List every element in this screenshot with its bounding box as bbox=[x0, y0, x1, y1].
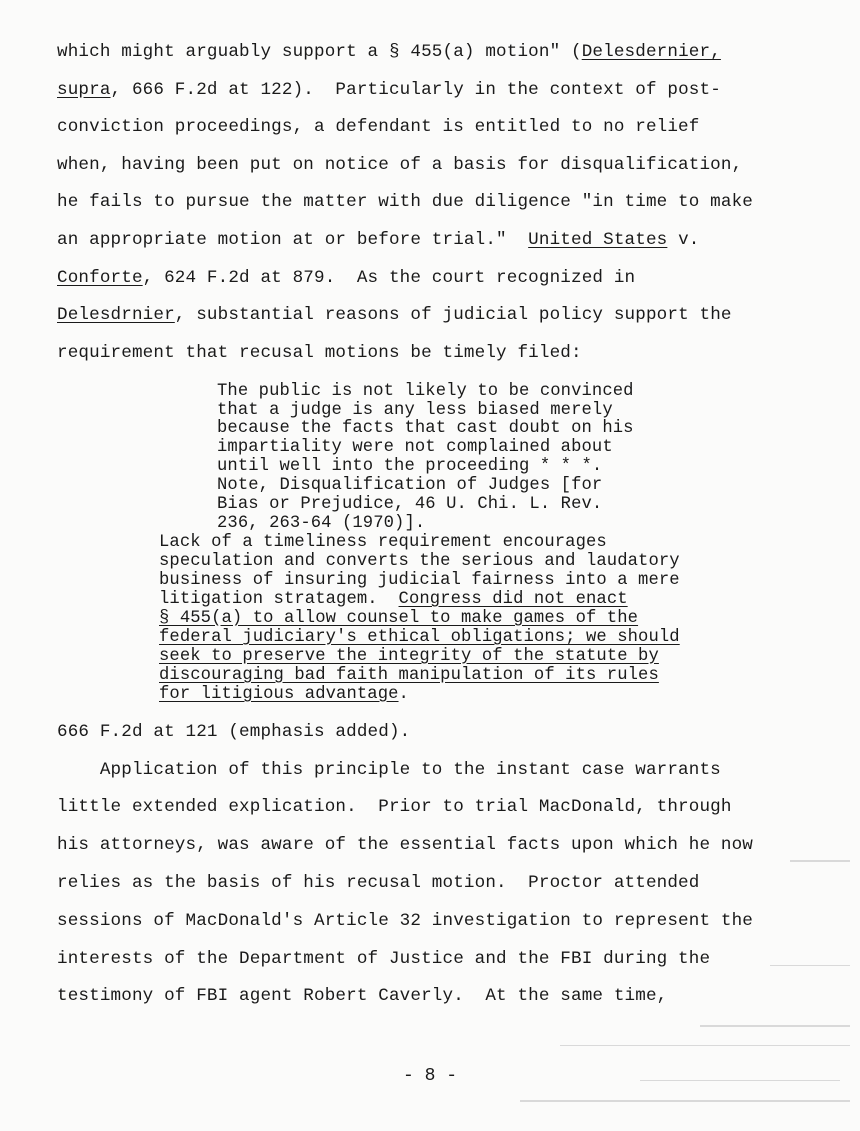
body-line: relies as the basis of his recusal motion. Proctor attended bbox=[57, 873, 700, 893]
scan-noise bbox=[520, 1100, 850, 1102]
body-line: which might arguably support a § 455(a) motion" (Delesdernier, bbox=[57, 42, 721, 62]
inner-quote-line: 236, 263-64 (1970)]. bbox=[217, 514, 426, 533]
inner-quote-line: that a judge is any less biased merely bbox=[217, 401, 613, 420]
body-line: his attorneys, was aware of the essential facts upon which he now bbox=[57, 835, 754, 855]
body-line: supra, 666 F.2d at 122). Particularly in the context of post- bbox=[57, 80, 721, 100]
body-line: he fails to pursue the matter with due diligence "in time to make bbox=[57, 192, 754, 212]
inner-quote-line: Note, Disqualification of Judges [for bbox=[217, 476, 603, 495]
body-line: Conforte, 624 F.2d at 879. As the court recognized in bbox=[57, 268, 636, 288]
inner-quote-line: impartiality were not complained about bbox=[217, 438, 613, 457]
body-line: testimony of FBI agent Robert Caverly. At the same time, bbox=[57, 986, 668, 1006]
inner-quote-line: until well into the proceeding * * *. bbox=[217, 457, 603, 476]
emphasized-text: Congress did not enact bbox=[398, 590, 628, 609]
body-line: Delesdrnier, substantial reasons of judicial policy support the bbox=[57, 305, 732, 325]
body-line: little extended explication. Prior to trial MacDonald, through bbox=[57, 797, 732, 817]
scan-noise bbox=[560, 1045, 850, 1046]
outer-quote-line: Lack of a timeliness requirement encourages bbox=[159, 533, 607, 552]
scan-noise bbox=[700, 1025, 850, 1027]
citation: 666 F.2d at 121 (emphasis added). bbox=[57, 722, 411, 742]
scan-noise bbox=[770, 965, 850, 966]
inner-quote-line: The public is not likely to be convinced bbox=[217, 382, 634, 401]
body-line: an appropriate motion at or before trial." United States v. bbox=[57, 230, 700, 250]
emphasized-line: seek to preserve the integrity of the statute by bbox=[159, 647, 659, 666]
supra-reference: supra bbox=[57, 80, 111, 100]
body-line: sessions of MacDonald's Article 32 investigation to represent the bbox=[57, 911, 754, 931]
body-line: interests of the Department of Justice and the FBI during the bbox=[57, 949, 711, 969]
body-line: conviction proceedings, a defendant is entitled to no relief bbox=[57, 117, 700, 137]
outer-quote-line: speculation and converts the serious and laudatory bbox=[159, 552, 680, 571]
case-name-delesdrnier: Delesdrnier bbox=[57, 305, 175, 325]
scan-noise bbox=[790, 860, 850, 862]
emphasized-line: discouraging bad faith manipulation of its rules bbox=[159, 666, 659, 685]
body-line: requirement that recusal motions be timely filed: bbox=[57, 343, 582, 363]
inner-quote-line: because the facts that cast doubt on his bbox=[217, 419, 634, 438]
body-line: when, having been put on notice of a basis for disqualification, bbox=[57, 155, 743, 175]
case-name-delesdernier: Delesdernier, bbox=[581, 42, 721, 62]
page-number: - 8 - bbox=[402, 1066, 457, 1086]
outer-quote-line: for litigious advantage. bbox=[159, 685, 409, 704]
outer-quote-line: business of insuring judicial fairness into a mere bbox=[159, 571, 680, 590]
emphasized-text: for litigious advantage bbox=[159, 685, 399, 704]
emphasized-line: federal judiciary's ethical obligations; we should bbox=[159, 628, 680, 647]
outer-quote-line: litigation stratagem. Congress did not enact bbox=[159, 590, 628, 609]
inner-quote-line: Bias or Prejudice, 46 U. Chi. L. Rev. bbox=[217, 495, 603, 514]
case-name-conforte: Conforte bbox=[57, 268, 143, 288]
emphasized-line: § 455(a) to allow counsel to make games of the bbox=[159, 609, 639, 628]
body-line: Application of this principle to the instant case warrants bbox=[57, 760, 721, 780]
scan-noise bbox=[640, 1080, 840, 1081]
case-name-united-states: United States bbox=[528, 230, 668, 250]
